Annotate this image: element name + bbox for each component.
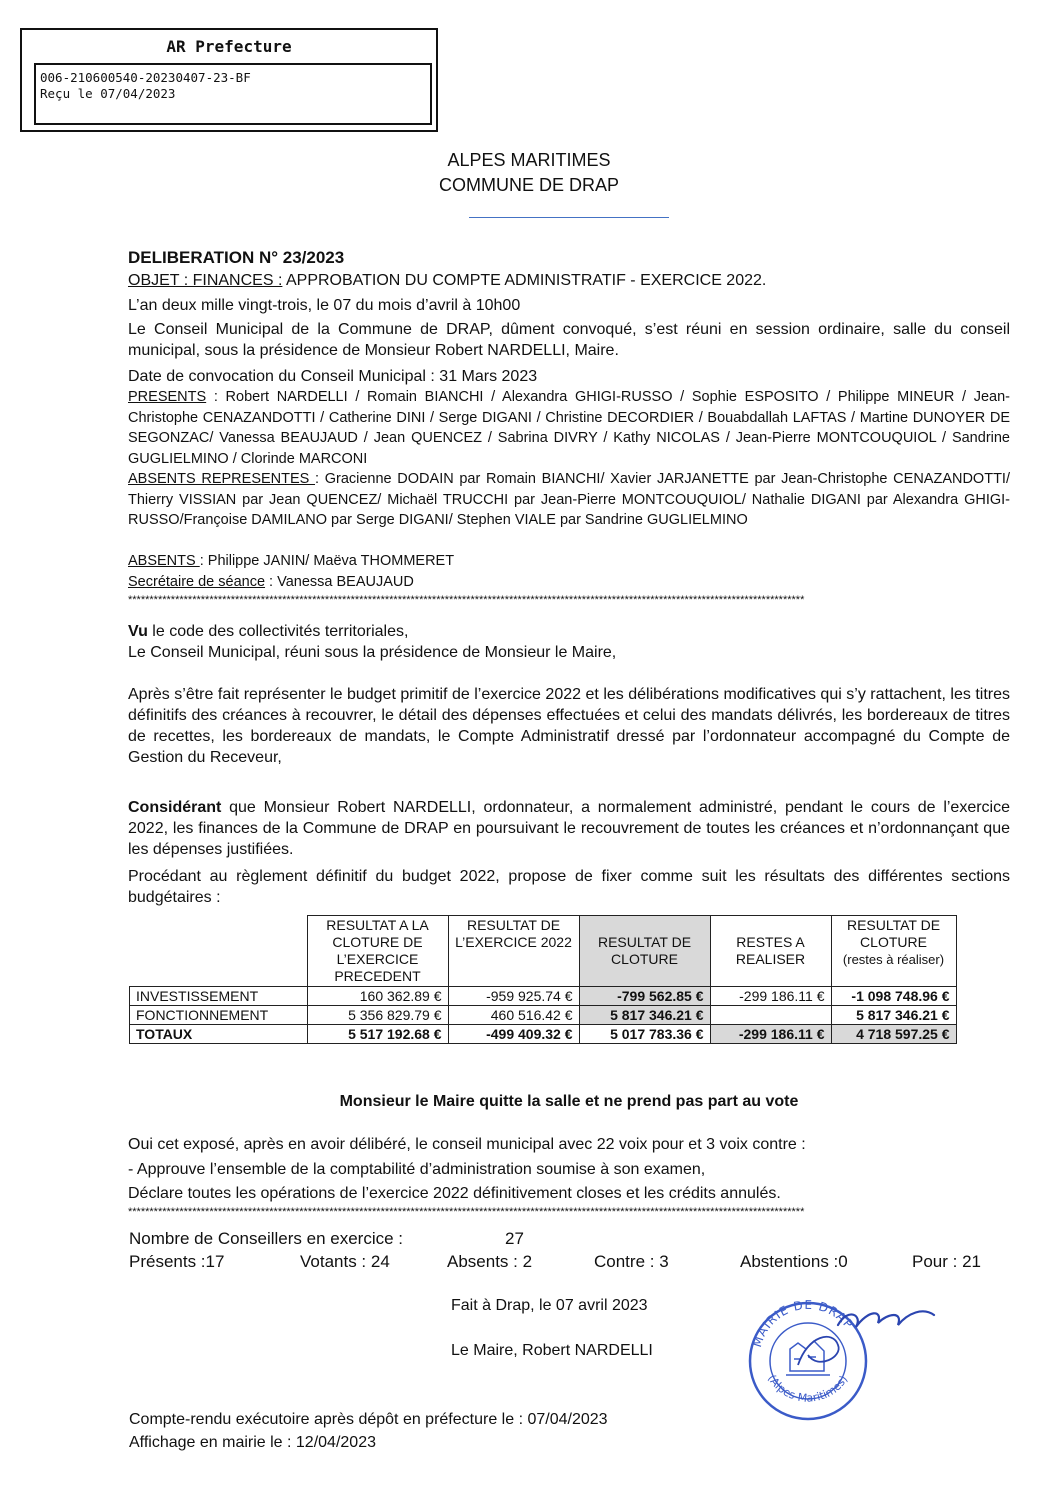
deliberation-objet (128, 270, 1010, 291)
header-col-4: RESTES A REALISER (710, 916, 831, 987)
table-row-totals: TOTAUX 5 517 192.68 € -499 409.32 € 5 017 783.36 € -299 186.11 € 4 718 597.25 € (130, 1025, 957, 1044)
date-line: L’an deux mille vingt-trois, le 07 du mois d’avril à 10h00 (128, 297, 521, 314)
decision-line-1: Oui cet exposé, après en avoir délibéré, le conseil municipal avec 22 voix pour et 3 voix contre : (128, 1136, 806, 1153)
mairie-seal-icon (738, 1295, 938, 1425)
table-header-row (130, 916, 957, 987)
presents-list: : Robert NARDELLI / Romain BIANCHI / Alexandra GHIGI-RUSSO / Sophie ESPOSITO / Philippe MINEUR / Jean-Christophe CENAZANDOTTI / Catherine DINI / Serge DIGANI / Christine DECORDIER / Bouabdallah LAFTAS / Martine DUNOYER DE SEGONZAC/ Vanessa BEAUJAUD / Jean QUENCEZ / Sabrina DIVRY / Kathy NICOLAS / Jean-Pierre MONTCOUQUIOL / Sandrine GUGLIELMINO / Clorinde MARCONI (128, 389, 1010, 467)
represented-list: : Gracienne DODAIN par Romain BIANCHI/ Xavier JARJANETTE par Jean-Christophe CENAZANDOTTI/ Thierry VISSIAN par Jean QUENCEZ/ Michaël TRUCCHI par Jean-Pierre MONTCOUQUIOL/ Nathalie DIGANI par Alexandra GHIGI-RUSSO/Françoise DAMILANO par Serge DIGANI/ Stephen VIALE par Sandrine GUGLIELMINO (128, 471, 1010, 528)
objet-label: OBJET : FINANCES : (128, 272, 283, 289)
executoire-line: Compte-rendu exécutoire après dépôt en préfecture le : 07/04/2023 (129, 1411, 608, 1428)
header-col-5: RESULTAT DE CLOTURE (restes à réaliser) (831, 916, 956, 987)
seal-bottom-text: (Alpes-Maritimes) (765, 1372, 851, 1405)
seal-top-text: MAIRIE DE DRAP (750, 1297, 857, 1349)
prefecture-stamp (20, 28, 438, 132)
header-commune: COMMUNE DE DRAP (438, 175, 619, 195)
stamp-title: AR Prefecture (166, 37, 292, 56)
svg-text:(Alpes-Maritimes) (765, 1372, 850, 1404)
represented-block (128, 469, 1010, 531)
results-table (129, 915, 957, 1044)
presents-block (128, 387, 1010, 469)
header-col-2: RESULTAT DE L’EXERCICE 2022 (448, 916, 579, 987)
header-region: ALPES MARITIMES (447, 150, 611, 170)
stamp-line-1: 006-210600540-20230407-23-BF (40, 70, 251, 85)
decision-line-2: - Approuve l’ensemble de la comptabilité d’administration soumise à son examen, (128, 1161, 706, 1178)
secretary-name: : Vanessa BEAUJAUD (265, 574, 414, 590)
stamp-reference (34, 63, 432, 125)
header-empty-cell (130, 916, 308, 987)
absents-list: : Philippe JANIN/ Maëva THOMMERET (199, 553, 455, 569)
header-divider (469, 217, 669, 218)
decision-line-3: Déclare toutes les opérations de l’exercice 2022 définitivement closes et les crédits annulés. (128, 1185, 781, 1202)
maire-quits-notice: Monsieur le Maire quitte la salle et ne prend pas part au vote (339, 1093, 799, 1110)
secretary-block (128, 572, 1010, 593)
contre-count: Contre : 3 (594, 1252, 669, 1271)
conseillers-value: 27 (505, 1229, 524, 1248)
header-col-3: RESULTAT DE CLOTURE (579, 916, 710, 987)
presents-label: PRESENTS (128, 389, 207, 405)
objet-text: APPROBATION DU COMPTE ADMINISTRATIF - EXERCICE 2022. (282, 272, 767, 289)
procedant-paragraph: Procédant au règlement définitif du budget 2022, propose de fixer comme suit les résultats des différentes sections budgétaires : (128, 868, 1010, 906)
considerant-paragraph: Considérant que Monsieur Robert NARDELLI, ordonnateur, a normalement administré, pendant le cours de l’exercice 2022, les finances de la Commune de DRAP en poursuivant le recouvrement de toutes les créances et n’ordonnançant que les dépenses justifiées. (128, 799, 1010, 858)
absents-count: Absents : 2 (447, 1252, 533, 1271)
pour-count: Pour : 21 (912, 1252, 981, 1271)
separator-stars: ************************************************************************************************************************************************************** (128, 594, 805, 606)
convocation-date: Date de convocation du Conseil Municipal : 31 Mars 2023 (128, 368, 538, 385)
absents-label: ABSENTS (128, 553, 200, 569)
represented-label: ABSENTS REPRESENTES (128, 471, 316, 487)
convened-paragraph: Le Conseil Municipal de la Commune de DRAP, dûment convoqué, s’est réuni en session ordinaire, salle du conseil municipal, sous la présidence de Monsieur Robert NARDELLI, Maire. (128, 321, 1010, 359)
deliberation-number: DELIBERATION N° 23/2023 (128, 248, 345, 267)
separator-stars-2: ************************************************************************************************************************************************************** (128, 1206, 805, 1218)
secretary-label: Secrétaire de séance (128, 574, 266, 590)
absents-block (128, 551, 1010, 572)
vote-counts (0, 1252, 1058, 1276)
presents-count: Présents :17 (129, 1252, 225, 1271)
budget-paragraph: Après s’être fait représenter le budget primitif de l’exercice 2022 et les délibérations modificatives qui s’y rattachent, les titres définitifs des créances à recouvrer, le détail des dépenses effectuées et celui des mandats délivrés, les bordereaux de titres de recettes, les bordereaux de mandats, le Compte Administratif dressé par l’ordonnateur accompagné du Compte de Gestion du Receveur, (128, 686, 1010, 766)
votants-count: Votants : 24 (300, 1252, 390, 1271)
table-row: FONCTIONNEMENT 5 356 829.79 € 460 516.42 € 5 817 346.21 € 5 817 346.21 € (130, 1006, 957, 1025)
maire-signature-line: Le Maire, Robert NARDELLI (451, 1342, 653, 1359)
stamp-line-2: Reçu le 07/04/2023 (40, 86, 176, 101)
affichage-line: Affichage en mairie le : 12/04/2023 (129, 1434, 376, 1451)
council-line: Le Conseil Municipal, réuni sous la présidence de Monsieur le Maire, (128, 644, 617, 661)
vu-line: Vu le code des collectivités territoriales, (128, 623, 409, 640)
abstentions-count: Abstentions :0 (740, 1252, 848, 1271)
conseillers-label: Nombre de Conseillers en exercice : (129, 1229, 404, 1248)
fait-a-drap: Fait à Drap, le 07 avril 2023 (451, 1297, 648, 1314)
header-col-1: RESULTAT A LA CLOTURE DE L’EXERCICE PRECEDENT (307, 916, 448, 987)
table-row: INVESTISSEMENT 160 362.89 € -959 925.74 € -799 562.85 € -299 186.11 € -1 098 748.96 € (130, 987, 957, 1006)
